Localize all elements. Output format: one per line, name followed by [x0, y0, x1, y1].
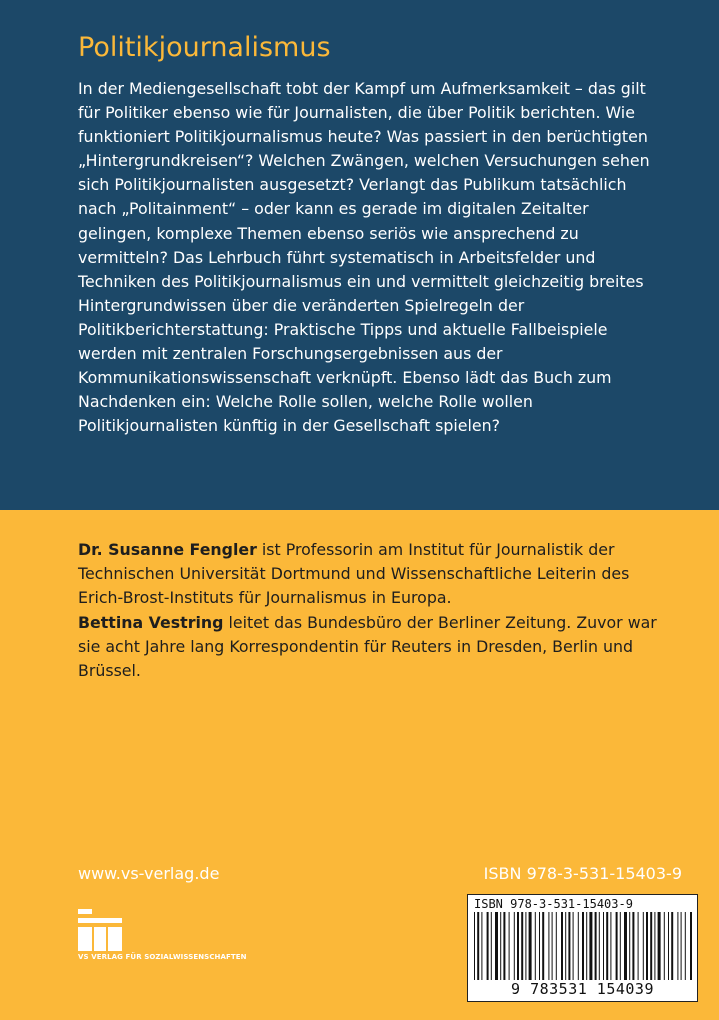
author-name-1: Dr. Susanne Fengler: [78, 540, 257, 559]
author-bio-2: [78, 611, 658, 683]
barcode-bars-icon: [474, 912, 693, 980]
publisher-logo-text: VS VERLAG FÜR SOZIALWISSENSCHAFTEN: [78, 953, 247, 961]
book-blurb: In der Mediengesellschaft tobt der Kampf um Aufmerksamkeit – das gilt für Politiker ebenso wie für Journalisten, die über Politik berichten. Wie funktioniert Politikjournalismus heute? Was passiert in den berüchtigten „Hintergrundkreisen“? Welchen Zwängen, welchen Versuchungen sehen sich Politikjournalisten ausgesetzt? Verlangt das Publikum tatsächlich nach „Politainment“ – oder kann es gerade im digitalen Zeitalter gelingen, komplexe Themen ebenso seriös wie ansprechend zu vermitteln? Das Lehrbuch führt systematisch in Arbeitsfelder und Techniken des Politikjournalismus ein und vermittelt gleichzeitig breites Hintergrundwissen über die veränderten Spielregeln der Politikberichterstattung: Praktische Tipps und aktuelle Fallbeispiele werden mit zentralen Forschungsergebnissen aus der Kommunikationswissenschaft verknüpft. Ebenso lädt das Buch zum Nachdenken ein: Welche Rolle sollen, welche Rolle wollen Politikjournalisten künftig in der Gesellschaft spielen?: [78, 79, 650, 436]
book-title: Politikjournalismus: [78, 32, 331, 63]
isbn-label: ISBN 978-3-531-15403-9: [483, 864, 682, 883]
author-bio-1: [78, 538, 658, 610]
author-bio-text-1: ist Professorin am Institut für Journalistik der Technischen Universität Dortmund und Wissenschaftliche Leiterin des Erich-Brost-Instituts für Journalismus in Europa.: [78, 540, 630, 608]
publisher-url[interactable]: www.vs-verlag.de: [78, 864, 220, 883]
barcode-number: 9 783531 154039: [511, 980, 654, 998]
author-bio-text-2: leitet das Bundesbüro der Berliner Zeitung. Zuvor war sie acht Jahre lang Korrespondentin für Reuters in Dresden, Berlin und Brüssel.: [78, 613, 657, 681]
author-name-2: Bettina Vestring: [78, 613, 224, 632]
barcode-isbn: ISBN 978-3-531-15403-9: [474, 897, 633, 911]
barcode: [467, 894, 698, 1002]
